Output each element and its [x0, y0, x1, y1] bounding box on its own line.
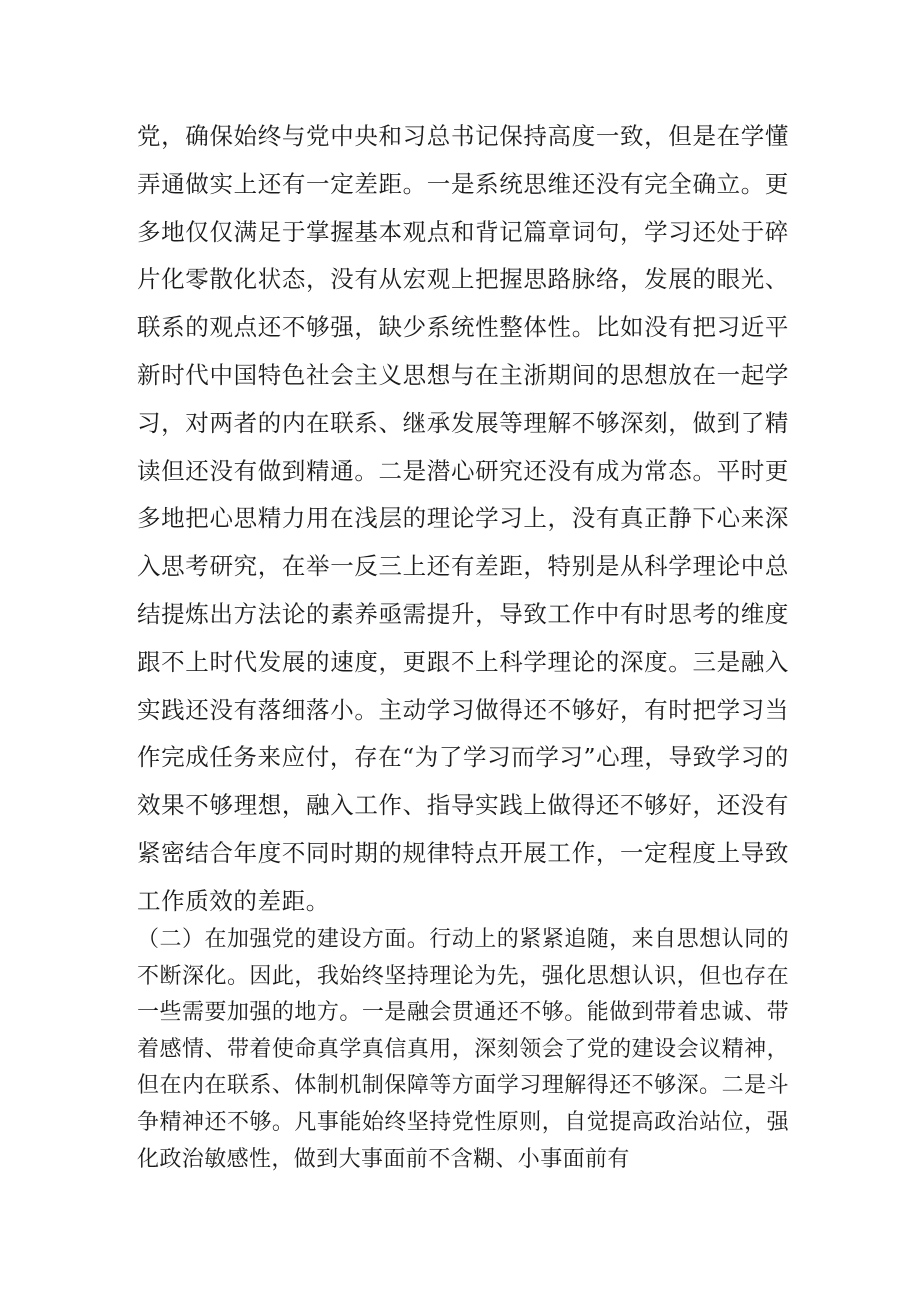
body-paragraph-2: （二）在加强党的建设方面。行动上的紧紧追随，来自思想认同的不断深化。因此，我始终坚持理论为先，强化思想认识，但也存在一些需要加强的地方。一是融会贯通还不够。能做到带着忠诚、带着感情、带着使命真学真信真用，深刻领会了党的建设会议精神，但在内在联系、体制机制保障等方面学习理解得还不够深。二是斗争精神还不够。凡事能始终坚持党性原则，自觉提高政治站位，强化政治敏感性，做到大事面前不含糊、小事面前有	[137, 927, 789, 1172]
body-paragraph-1: 党，确保始终与党中央和习总书记保持高度一致，但是在学懂弄通做实上还有一定差距。一是系统思维还没有完全确立。更多地仅仅满足于掌握基本观点和背记篇章词句，学习还处于碎片化零散化状态，没有从宏观上把握思路脉络，发展的眼光、联系的观点还不够强，缺少系统性整体性。比如没有把习近平新时代中国特色社会主义思想与在主浙期间的思想放在一起学习，对两者的内在联系、继承发展等理解不够深刻，做到了精读但还没有做到精通。二是潜心研究还没有成为常态。平时更多地把心思精力用在浅层的理论学习上，没有真正静下心来深入思考研究，在举一反三上还有差距，特别是从科学理论中总结提炼出方法论的素养亟需提升，导致工作中有时思考的维度跟不上时代发展的速度，更跟不上科学理论的深度。三是融入实践还没有落细落小。主动学习做得还不够好，有时把学习当作完成任务来应付，存在“为了学习而学习”心理，导致学习的效果不够理想，融入工作、指导实践上做得还不够好，还没有紧密结合年度不同时期的规律特点开展工作，一定程度上导致工作质效的差距。	[137, 122, 789, 915]
